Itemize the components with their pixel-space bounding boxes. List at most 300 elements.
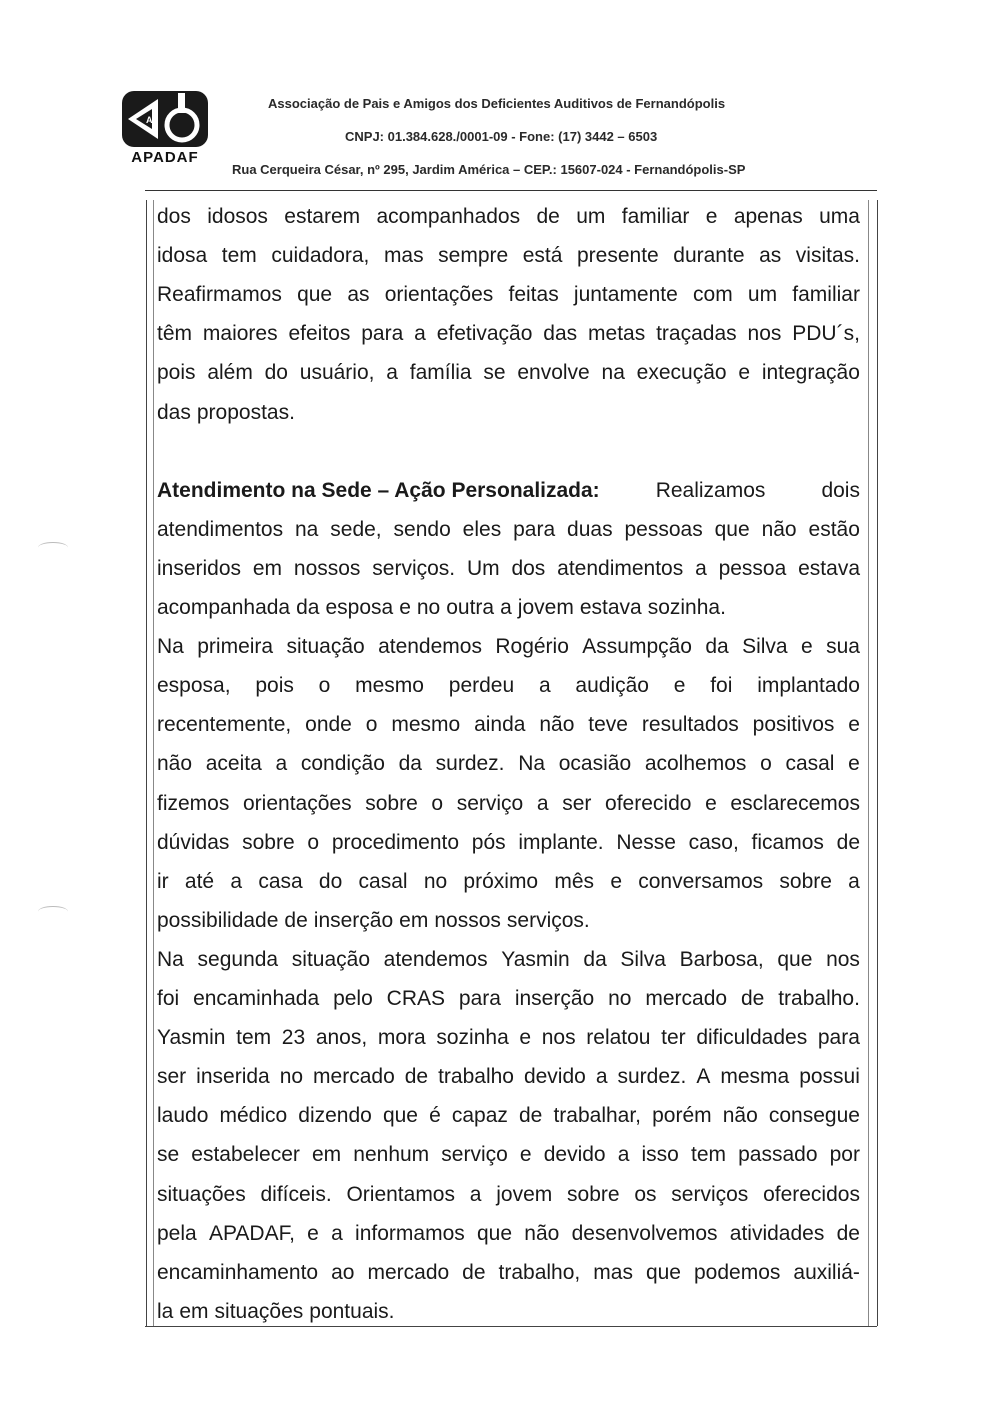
word: nos bbox=[541, 1026, 576, 1050]
word: idosa bbox=[157, 244, 208, 268]
word: surdez. bbox=[617, 1065, 687, 1089]
word: médico bbox=[219, 1104, 288, 1128]
text-line bbox=[157, 790, 860, 818]
logo-text: APADAF bbox=[131, 149, 199, 166]
word: para bbox=[458, 987, 501, 1010]
word: juntamente bbox=[573, 283, 678, 307]
word: inseridos bbox=[157, 556, 242, 580]
word: e bbox=[848, 713, 860, 737]
text-line bbox=[157, 281, 860, 309]
word: fizemos bbox=[157, 791, 230, 815]
bottom-rule bbox=[145, 1326, 877, 1327]
word: visitas. bbox=[795, 244, 860, 268]
word: resultados bbox=[641, 713, 739, 737]
word: Na bbox=[157, 947, 184, 971]
word: de bbox=[462, 1260, 486, 1284]
word: um bbox=[747, 283, 778, 307]
word: atendemos bbox=[378, 635, 482, 659]
word: sua bbox=[826, 635, 860, 659]
word: até bbox=[184, 869, 215, 893]
word: o bbox=[365, 713, 378, 737]
word: dos bbox=[511, 556, 546, 580]
word: metas bbox=[588, 322, 646, 346]
word: devido bbox=[543, 1143, 606, 1167]
word: mas bbox=[593, 1260, 633, 1284]
word: sobre bbox=[365, 791, 418, 815]
word: em bbox=[311, 1143, 342, 1167]
word: jovem bbox=[517, 596, 574, 619]
word: desenvolvemos bbox=[571, 1221, 718, 1245]
word: aceita bbox=[205, 752, 262, 776]
word: por bbox=[829, 1143, 860, 1167]
word: teve bbox=[588, 713, 628, 737]
punch-hole-mark bbox=[38, 542, 68, 553]
word: mercado bbox=[313, 1065, 395, 1089]
word: foi bbox=[157, 987, 180, 1010]
word: a bbox=[538, 674, 551, 698]
word: trabalho bbox=[438, 1065, 514, 1089]
word: serviços bbox=[671, 1182, 749, 1206]
word: primeira bbox=[197, 635, 274, 659]
word: efeitos bbox=[288, 322, 351, 346]
word: 23 bbox=[281, 1026, 306, 1050]
word: nossos bbox=[434, 908, 501, 932]
word: procedimento bbox=[331, 830, 460, 854]
word: atendimentos bbox=[157, 517, 284, 541]
word: cuidadora, bbox=[271, 244, 370, 268]
word: a bbox=[848, 869, 860, 893]
word: atendimentos bbox=[557, 556, 684, 580]
word: anos, bbox=[315, 1026, 368, 1050]
word: APADAF, bbox=[208, 1221, 295, 1245]
word: na bbox=[295, 517, 319, 541]
text-line bbox=[157, 633, 860, 661]
word: mercado bbox=[645, 987, 728, 1010]
word: e bbox=[610, 869, 622, 893]
word: que bbox=[477, 1221, 513, 1245]
word: Nesse bbox=[616, 830, 676, 854]
word: nos bbox=[747, 322, 782, 346]
text-line bbox=[157, 359, 860, 387]
word: ir bbox=[157, 869, 169, 893]
word: que bbox=[645, 1260, 681, 1284]
word: surdez. bbox=[435, 752, 505, 776]
word: sozinha. bbox=[647, 596, 726, 619]
word: nossos bbox=[293, 556, 361, 580]
word: encaminhada bbox=[193, 987, 320, 1010]
word: familiar bbox=[792, 283, 860, 307]
word: mesma bbox=[720, 1065, 790, 1089]
word: serviço bbox=[441, 1143, 508, 1167]
punch-hole-mark bbox=[38, 906, 68, 917]
word: encaminhamento bbox=[157, 1260, 319, 1284]
word: inserção bbox=[514, 987, 595, 1010]
word: se bbox=[483, 361, 506, 385]
word: laudo bbox=[157, 1104, 209, 1128]
word: ter bbox=[661, 1026, 686, 1050]
word: nenhum bbox=[353, 1143, 430, 1167]
word: além bbox=[207, 361, 253, 385]
text-line bbox=[157, 985, 860, 1013]
word: ficamos bbox=[751, 830, 824, 854]
text-line bbox=[157, 1259, 860, 1287]
word: esposa, bbox=[157, 674, 231, 698]
word: consegue bbox=[768, 1104, 860, 1128]
text-line bbox=[157, 555, 860, 583]
word: mesmo bbox=[355, 674, 424, 698]
word: Reafirmamos bbox=[157, 283, 282, 307]
word: da bbox=[296, 596, 320, 619]
word: capaz bbox=[451, 1104, 508, 1128]
word: pois bbox=[157, 361, 196, 385]
word: Um bbox=[466, 556, 500, 580]
word: orientações bbox=[384, 283, 494, 307]
word: Barbosa, bbox=[679, 947, 764, 971]
word: CRAS bbox=[386, 987, 446, 1010]
word: próximo bbox=[463, 869, 539, 893]
word: sobre bbox=[567, 1182, 620, 1206]
word: envolve bbox=[517, 361, 590, 385]
word: para bbox=[817, 1026, 860, 1050]
word: no bbox=[423, 869, 448, 893]
word: difíceis. bbox=[260, 1182, 332, 1206]
word: Realizamos bbox=[655, 478, 766, 502]
word: la bbox=[157, 1299, 174, 1323]
word: execução bbox=[636, 361, 727, 385]
word: de bbox=[536, 205, 560, 228]
word: propostas. bbox=[196, 400, 295, 424]
word: das bbox=[157, 400, 191, 424]
word: inserção bbox=[313, 908, 394, 932]
word: não bbox=[539, 713, 575, 737]
word: mercado bbox=[367, 1260, 450, 1284]
word: positivos bbox=[752, 713, 835, 737]
word: implante. bbox=[518, 830, 604, 854]
word: dificuldades bbox=[696, 1026, 808, 1050]
word: não bbox=[722, 1104, 758, 1128]
word: isso bbox=[641, 1143, 679, 1167]
word: têm bbox=[157, 322, 193, 346]
text-line bbox=[157, 750, 860, 778]
word: mesmo bbox=[391, 713, 461, 737]
word: a bbox=[617, 1143, 630, 1167]
text-line bbox=[157, 907, 860, 935]
word: sempre bbox=[438, 244, 509, 268]
word: mora bbox=[377, 1026, 426, 1050]
word: e bbox=[705, 205, 718, 228]
word: pelo bbox=[333, 987, 373, 1010]
word: em bbox=[179, 1299, 209, 1323]
word: e bbox=[673, 674, 686, 698]
word: estava bbox=[579, 596, 642, 619]
word: é bbox=[429, 1104, 441, 1128]
header-rule bbox=[145, 190, 877, 191]
word: Yasmin bbox=[501, 947, 570, 971]
word: tem bbox=[236, 1026, 272, 1050]
word: com bbox=[693, 283, 733, 307]
word: serviços. bbox=[506, 908, 590, 932]
word: e bbox=[399, 596, 411, 619]
word: acolhemos bbox=[644, 752, 747, 776]
word: atendemos bbox=[383, 947, 488, 971]
word: uma bbox=[819, 205, 860, 228]
word: mas bbox=[383, 244, 424, 268]
word: dois bbox=[821, 478, 860, 502]
word: situação bbox=[291, 947, 370, 971]
word: em bbox=[252, 556, 283, 580]
word: a bbox=[695, 556, 707, 580]
word: efetivação bbox=[436, 322, 533, 346]
word: devido bbox=[523, 1065, 586, 1089]
word: usuário, bbox=[299, 361, 375, 385]
word: para bbox=[513, 517, 556, 541]
word: família bbox=[409, 361, 472, 385]
word: de bbox=[740, 987, 765, 1010]
word: audição bbox=[575, 674, 649, 698]
word: da bbox=[583, 947, 607, 971]
word: estabelecer bbox=[191, 1143, 300, 1167]
word: de bbox=[404, 1065, 429, 1089]
word: a bbox=[469, 1182, 482, 1206]
text-line bbox=[157, 672, 860, 700]
word: sobre bbox=[779, 869, 832, 893]
word: as bbox=[759, 244, 782, 268]
word: acompanhada bbox=[157, 596, 291, 619]
word: o bbox=[307, 830, 320, 854]
word: de bbox=[284, 908, 308, 932]
word: serviços. bbox=[372, 556, 456, 580]
word: da bbox=[705, 635, 729, 659]
word: foi bbox=[710, 674, 733, 698]
text-line bbox=[157, 516, 860, 544]
word: situação bbox=[286, 635, 365, 659]
word: situações bbox=[157, 1182, 246, 1206]
word: ser bbox=[157, 1065, 187, 1089]
word: no bbox=[608, 987, 632, 1010]
word: auxiliá- bbox=[793, 1260, 860, 1284]
text-line bbox=[157, 203, 860, 231]
word: o bbox=[760, 752, 772, 776]
word: idosos bbox=[207, 205, 268, 228]
text-line bbox=[157, 320, 860, 348]
word: e bbox=[705, 791, 717, 815]
word: e bbox=[519, 1143, 532, 1167]
word: na bbox=[601, 361, 625, 385]
word: não bbox=[157, 752, 193, 776]
address: Rua Cerqueira César, nº 295, Jardim América – CEP.: 15607-024 - Fernandópolis-SP bbox=[232, 162, 746, 177]
word: orientações bbox=[243, 791, 352, 815]
word: Silva bbox=[620, 947, 666, 971]
text-line bbox=[157, 1141, 860, 1169]
word: está bbox=[522, 244, 563, 268]
word: para bbox=[361, 322, 404, 346]
word: condição bbox=[300, 752, 385, 776]
word: que bbox=[777, 947, 813, 971]
word: estão bbox=[808, 517, 860, 541]
text-line bbox=[157, 594, 860, 622]
text-line bbox=[157, 477, 860, 505]
word: e bbox=[307, 1221, 319, 1245]
word: nos bbox=[826, 947, 860, 971]
org-name: Associação de Pais e Amigos dos Deficientes Auditivos de Fernandópolis bbox=[268, 96, 726, 111]
text-line bbox=[157, 1063, 860, 1091]
word: Silva bbox=[742, 635, 788, 659]
word: pontuais. bbox=[309, 1299, 395, 1323]
word: feitas bbox=[508, 283, 559, 307]
word: integração bbox=[761, 361, 860, 385]
word: trabalho. bbox=[778, 987, 860, 1010]
word: sobre bbox=[242, 830, 295, 854]
word: ocasião bbox=[558, 752, 632, 776]
word: as bbox=[347, 283, 370, 307]
word: perdeu bbox=[448, 674, 515, 698]
text-line bbox=[157, 946, 860, 974]
word: trabalho, bbox=[498, 1260, 581, 1284]
word: conversamos bbox=[638, 869, 764, 893]
word: em bbox=[399, 908, 429, 932]
text-line bbox=[157, 829, 860, 857]
word: durante bbox=[673, 244, 745, 268]
word: caso, bbox=[688, 830, 739, 854]
word: sozinha bbox=[436, 1026, 509, 1050]
word: os bbox=[634, 1182, 657, 1206]
word: segunda bbox=[197, 947, 279, 971]
word: tem bbox=[690, 1143, 726, 1167]
word: trabalhar, bbox=[553, 1104, 642, 1128]
word: inserida bbox=[196, 1065, 270, 1089]
cnpj-phone: CNPJ: 01.384.628./0001-09 - Fone: (17) 3442 – 6503 bbox=[345, 129, 658, 144]
word: estava bbox=[798, 556, 860, 580]
word: que bbox=[297, 283, 333, 307]
word: oferecidos bbox=[763, 1182, 860, 1206]
text-line bbox=[157, 1181, 860, 1209]
text-line bbox=[157, 1298, 860, 1326]
word: relatou bbox=[586, 1026, 651, 1050]
text-line bbox=[157, 399, 860, 427]
word: a bbox=[414, 322, 426, 346]
word: outra bbox=[446, 596, 495, 619]
text-line bbox=[157, 1102, 860, 1130]
word: que bbox=[382, 1104, 418, 1128]
text-line bbox=[157, 242, 860, 270]
word: Orientamos bbox=[346, 1182, 455, 1206]
word: no bbox=[279, 1065, 304, 1089]
word: e bbox=[738, 361, 751, 385]
text-line bbox=[157, 1220, 860, 1248]
word: recentemente, bbox=[157, 713, 292, 737]
word: eles bbox=[462, 517, 502, 541]
word: Assumpção bbox=[582, 635, 692, 659]
word: PDU´s, bbox=[792, 322, 860, 346]
word: informamos bbox=[355, 1221, 465, 1245]
word: casa bbox=[258, 869, 303, 893]
word: e bbox=[519, 1026, 532, 1050]
word: passado bbox=[738, 1143, 818, 1167]
word: o bbox=[431, 791, 444, 815]
word: a bbox=[331, 1221, 343, 1245]
word: e bbox=[801, 635, 813, 659]
word: a bbox=[386, 361, 398, 385]
word: sede, bbox=[330, 517, 382, 541]
word: Yasmin bbox=[157, 1026, 226, 1050]
word: do bbox=[264, 361, 288, 385]
word: Rogério bbox=[495, 635, 569, 659]
word: da bbox=[398, 752, 422, 776]
word: pós bbox=[471, 830, 506, 854]
word: atividades bbox=[729, 1221, 825, 1245]
word: casal bbox=[358, 869, 408, 893]
word: não bbox=[761, 517, 797, 541]
word: A bbox=[696, 1065, 711, 1089]
word: das bbox=[543, 322, 578, 346]
text-line bbox=[157, 1024, 860, 1052]
word: no bbox=[416, 596, 441, 619]
word: mês bbox=[554, 869, 595, 893]
word: o bbox=[318, 674, 331, 698]
word: e bbox=[848, 752, 860, 776]
word: jovem bbox=[496, 1182, 553, 1206]
word: de bbox=[836, 830, 860, 854]
word: ainda bbox=[474, 713, 526, 737]
frame-inner-left bbox=[153, 200, 154, 1326]
word: de bbox=[519, 1104, 543, 1128]
word: apenas bbox=[733, 205, 803, 228]
frame-inner-right bbox=[868, 200, 869, 1326]
word: não bbox=[524, 1221, 560, 1245]
word: estarem bbox=[284, 205, 361, 228]
section-heading: Atendimento na Sede – Ação Personalizada: bbox=[157, 478, 600, 502]
word: acompanhados bbox=[376, 205, 521, 228]
word: casal bbox=[785, 752, 835, 776]
word: pois bbox=[255, 674, 294, 698]
word: possibilidade bbox=[157, 908, 279, 932]
word: a bbox=[595, 1065, 608, 1089]
word: a bbox=[230, 869, 243, 893]
word: maiores bbox=[202, 322, 278, 346]
word: Na bbox=[157, 635, 184, 659]
word: situações bbox=[214, 1299, 304, 1323]
svg-text:A: A bbox=[146, 115, 153, 125]
word: ao bbox=[331, 1260, 355, 1284]
word: Na bbox=[518, 752, 546, 776]
word: dos bbox=[157, 205, 191, 228]
text-line bbox=[157, 868, 860, 896]
word: porém bbox=[652, 1104, 712, 1128]
word: onde bbox=[305, 713, 352, 737]
word: duas bbox=[567, 517, 613, 541]
word: esposa bbox=[325, 596, 394, 619]
word: que bbox=[714, 517, 750, 541]
word: serviço bbox=[456, 791, 524, 815]
word: se bbox=[157, 1143, 180, 1167]
word: oferecido bbox=[605, 791, 692, 815]
apadaf-logo bbox=[120, 89, 210, 169]
word: pela bbox=[157, 1221, 197, 1245]
word: tem bbox=[221, 244, 257, 268]
word: podemos bbox=[694, 1260, 781, 1284]
word: pessoa bbox=[718, 556, 787, 580]
word: implantado bbox=[757, 674, 860, 698]
word: pessoas bbox=[624, 517, 703, 541]
word: dizendo bbox=[298, 1104, 372, 1128]
word: familiar bbox=[621, 205, 690, 228]
word: de bbox=[836, 1221, 860, 1245]
word: um bbox=[576, 205, 606, 228]
word: a bbox=[275, 752, 288, 776]
word: ser bbox=[562, 791, 592, 815]
word: sendo bbox=[393, 517, 451, 541]
word: a bbox=[500, 596, 512, 619]
